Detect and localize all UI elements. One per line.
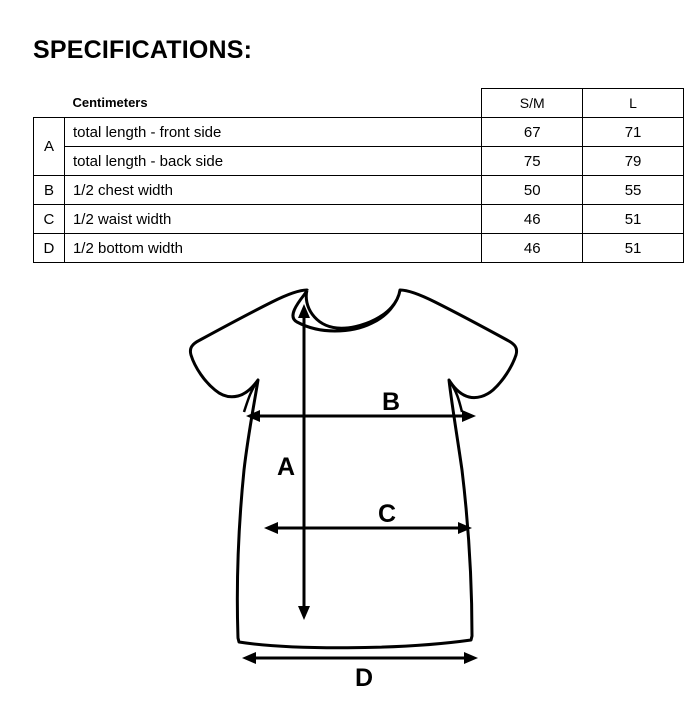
header-blank-code (34, 89, 65, 118)
table-row (34, 234, 684, 263)
specifications-table (33, 88, 684, 263)
table-header-row (34, 89, 684, 118)
row-sm-d: 46 (482, 234, 583, 263)
row-code-a: A (34, 118, 65, 176)
page-title: SPECIFICATIONS: (33, 36, 253, 64)
row-sm-a-back: 75 (482, 147, 583, 176)
row-l-b: 55 (583, 176, 684, 205)
row-desc-a-front: total length - front side (64, 118, 481, 147)
measure-label-d: D (354, 664, 374, 692)
table-row (34, 176, 684, 205)
row-l-a-back: 79 (583, 147, 684, 176)
row-sm-b: 50 (482, 176, 583, 205)
row-desc-d: 1/2 bottom width (64, 234, 481, 263)
measure-line-d (242, 652, 478, 664)
unit-label-cell (64, 89, 481, 118)
header-size-l: L (583, 89, 684, 118)
measure-label-b: B (381, 388, 401, 416)
unit-label: Centimeters (72, 95, 148, 111)
t-shirt-outline (190, 290, 516, 648)
row-sm-a-front: 67 (482, 118, 583, 147)
row-code-c: C (34, 205, 65, 234)
table-row (34, 118, 684, 147)
measure-label-c: C (377, 500, 397, 528)
row-l-a-front: 71 (583, 118, 684, 147)
measure-label-a: A (276, 453, 296, 481)
row-code-d: D (34, 234, 65, 263)
row-l-c: 51 (583, 205, 684, 234)
row-desc-b: 1/2 chest width (64, 176, 481, 205)
row-desc-a-back: total length - back side (64, 147, 481, 176)
row-sm-c: 46 (482, 205, 583, 234)
table-row (34, 147, 684, 176)
header-size-sm: S/M (482, 89, 583, 118)
row-code-b: B (34, 176, 65, 205)
row-l-d: 51 (583, 234, 684, 263)
table-row (34, 205, 684, 234)
t-shirt-measurement-diagram (0, 270, 700, 700)
row-desc-c: 1/2 waist width (64, 205, 481, 234)
